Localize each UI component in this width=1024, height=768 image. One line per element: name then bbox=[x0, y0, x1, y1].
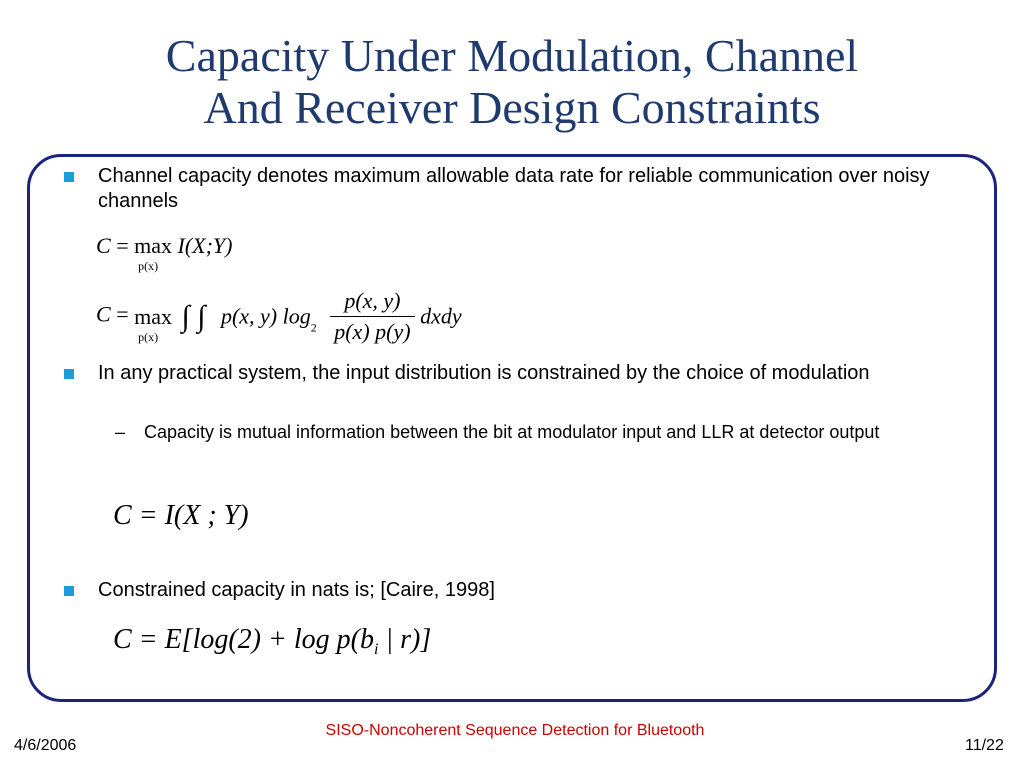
sub-bullet-text: Capacity is mutual information between the bit at modulator input and LLR at detector output bbox=[144, 422, 880, 442]
eq2-numerator: p(x, y) bbox=[330, 288, 414, 317]
bullet-text: In any practical system, the input distribution is constrained by the choice of modulation bbox=[98, 362, 870, 384]
eq2-log-base: 2 bbox=[310, 320, 317, 335]
eq2-max bbox=[134, 303, 172, 344]
eq4-left: C = E[log(2) + log p(b bbox=[113, 624, 374, 655]
eq2-term: p(x, y) log bbox=[220, 303, 311, 329]
slide-title bbox=[0, 30, 1024, 134]
title-line-2: And Receiver Design Constraints bbox=[203, 82, 821, 133]
title-line-1: Capacity Under Modulation, Channel bbox=[165, 30, 859, 81]
eq2-max-op: max bbox=[134, 303, 172, 329]
footer-title: SISO-Noncoherent Sequence Detection for Bluetooth bbox=[325, 722, 705, 739]
bullet-text: Constrained capacity in nats is; [Caire, 1998] bbox=[98, 579, 495, 601]
eq2-denominator: p(x) p(y) bbox=[334, 319, 411, 344]
eq1-max bbox=[134, 233, 172, 273]
bullet-square-icon bbox=[64, 586, 74, 596]
eq2-max-sub: p(x) bbox=[138, 329, 159, 344]
footer-date: 4/6/2006 bbox=[14, 737, 77, 754]
footer-page-number: 11/22 bbox=[965, 737, 1004, 754]
eq1-rhs: I(X;Y) bbox=[177, 233, 233, 258]
bullet-text: Channel capacity denotes maximum allowable data rate for reliable communication over noisy channels bbox=[98, 165, 930, 212]
equation-capacity-integral bbox=[96, 288, 462, 345]
eq1-max-sub: p(x) bbox=[138, 259, 159, 273]
eq2-integrals: ∫ ∫ bbox=[181, 299, 206, 333]
eq1-max-op: max bbox=[134, 233, 172, 258]
bullet-square-icon bbox=[64, 369, 74, 379]
eq2-fraction bbox=[330, 288, 414, 345]
eq4-right: | r)] bbox=[378, 624, 432, 655]
eq2-lhs: C bbox=[96, 301, 111, 327]
eq1-equals: = bbox=[116, 233, 129, 258]
eq4-sub: i bbox=[374, 641, 379, 658]
eq2-tail: dxdy bbox=[420, 303, 462, 329]
bullet-square-icon bbox=[64, 172, 74, 182]
equation-constrained-capacity: C = I(X ; Y) bbox=[113, 500, 249, 531]
equation-capacity-max bbox=[96, 233, 233, 273]
eq2-equals: = bbox=[116, 301, 129, 327]
equation-capacity-nats bbox=[113, 624, 431, 659]
sub-bullet-dash: – bbox=[115, 422, 126, 442]
eq1-lhs: C bbox=[96, 233, 111, 258]
